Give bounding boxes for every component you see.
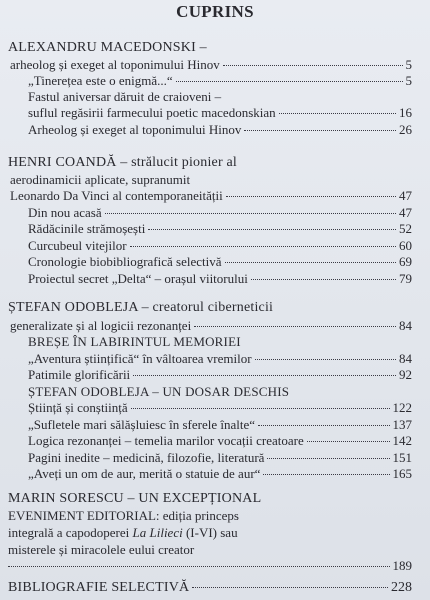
- toc-entry-label: „Aveți un om de aur, merită o statuie de aur“: [28, 466, 261, 481]
- page-number: 26: [399, 122, 412, 137]
- toc-entry[interactable]: [28, 417, 412, 432]
- section-subtitle: aerodinamicii aplicate, supranumit: [10, 172, 191, 187]
- page-number: 84: [399, 318, 412, 333]
- toc-entry[interactable]: [28, 254, 412, 269]
- page-number: 16: [399, 105, 412, 120]
- page-number: 60: [399, 238, 412, 253]
- dot-leader: [223, 65, 403, 66]
- toc-entry-label: Rădăcinile strămoșești: [28, 221, 146, 236]
- toc-entry-label: arheolog și exeget al toponimului Hinov: [10, 57, 220, 72]
- dot-leader: [226, 196, 396, 197]
- dot-leader: [307, 441, 390, 442]
- dot-leader: [192, 587, 388, 588]
- page-number: 69: [399, 254, 412, 269]
- toc-entry-label: Proiectul secret „Delta“ – orașul viitorului: [28, 271, 248, 286]
- dot-leader: [8, 566, 390, 567]
- toc-entry[interactable]: [28, 433, 412, 448]
- toc-entry[interactable]: [28, 122, 412, 137]
- section-heading-macedonski: ALEXANDRU MACEDONSKI –: [8, 40, 207, 55]
- dot-leader: [133, 375, 396, 376]
- toc-entry[interactable]: [28, 105, 412, 120]
- page-number: 47: [399, 188, 412, 203]
- toc-entry[interactable]: [28, 238, 412, 253]
- dot-leader: [131, 408, 390, 409]
- toc-entry[interactable]: [28, 205, 412, 220]
- toc-entry[interactable]: [28, 466, 412, 481]
- page-number: 142: [392, 433, 412, 448]
- dot-leader: [130, 246, 396, 247]
- toc-entry-label: Patimile glorificării: [28, 367, 131, 382]
- dot-leader: [176, 81, 403, 82]
- bibliography-heading: BIBLIOGRAFIE SELECTIVĂ: [8, 580, 190, 595]
- page-number: 122: [392, 400, 412, 415]
- toc-entry-label: Logica rezonanței – temelia marilor vocații creatoare: [28, 433, 304, 448]
- page-number: 52: [399, 221, 412, 236]
- page-number: 151: [392, 450, 412, 465]
- dot-leader: [255, 359, 396, 360]
- toc-entry-label: Leonardo Da Vinci al contemporaneității: [10, 188, 223, 203]
- toc-entry-label: Arheolog și exeget al toponimului Hinov: [28, 122, 242, 137]
- page-number: 5: [405, 73, 412, 88]
- dot-leader: [148, 229, 396, 230]
- dot-leader: [267, 458, 389, 459]
- page-number: 5: [405, 57, 412, 72]
- subtitle-text: integrală a capodoperei: [8, 525, 133, 540]
- toc-entry-label: suflul regăsirii farmecului poetic macedonskian: [28, 105, 276, 120]
- section-heading-odobleja: ȘTEFAN ODOBLEJA – creatorul ciberneticii: [8, 300, 274, 315]
- toc-entry[interactable]: [28, 367, 412, 382]
- toc-entry-label: generalizate și al logicii rezonanței: [10, 318, 192, 333]
- book-title: La Lilieci: [132, 525, 183, 540]
- section-subtitle: [8, 525, 238, 540]
- toc-entry[interactable]: [28, 400, 412, 415]
- toc-entry-label: Curcubeul vitejilor: [28, 238, 127, 253]
- toc-entry[interactable]: [10, 188, 412, 203]
- toc-entry[interactable]: [28, 351, 412, 366]
- toc-entry-label: „Sufletele mari sălășluiesc în sferele înalte“: [28, 417, 256, 432]
- toc-entry[interactable]: [8, 558, 412, 573]
- toc-entry[interactable]: [28, 221, 412, 236]
- section-heading-coanda: HENRI COANDĂ – strălucit pionier al: [8, 155, 238, 170]
- page-number: 47: [399, 205, 412, 220]
- page-number: 189: [392, 558, 412, 573]
- toc-entry-label: „Tinerețea este o enigmă...“: [28, 73, 173, 88]
- toc-entry-label: Din nou acasă: [28, 205, 102, 220]
- subsection-heading: ȘTEFAN ODOBLEJA – UN DOSAR DESCHIS: [28, 384, 290, 399]
- toc-entry-label: „Aventura științifică“ în vâltoarea vremilor: [28, 351, 252, 366]
- toc-entry[interactable]: [28, 271, 412, 286]
- page-number: 165: [392, 466, 412, 481]
- page-number: 92: [399, 367, 412, 382]
- dot-leader: [105, 213, 396, 214]
- page-number: 79: [399, 271, 412, 286]
- dot-leader: [263, 474, 389, 475]
- toc-entry-label: Cronologie biobibliografică selectivă: [28, 254, 222, 269]
- section-subtitle: EVENIMENT EDITORIAL: ediția princeps: [8, 508, 239, 523]
- toc-entry-label: Știință și conștiință: [28, 400, 128, 415]
- section-heading-sorescu: MARIN SORESCU – UN EXCEPȚIONAL: [8, 491, 262, 506]
- subtitle-text: (I-VI) sau: [182, 525, 238, 540]
- dot-leader: [225, 262, 397, 263]
- subsection-heading: BREȘE ÎN LABIRINTUL MEMORIEI: [28, 334, 241, 349]
- toc-entry[interactable]: [28, 73, 412, 88]
- toc-entry-label: Pagini inedite – medicină, filozofie, literatură: [28, 450, 265, 465]
- dot-leader: [194, 326, 396, 327]
- toc-entry[interactable]: [10, 318, 412, 333]
- dot-leader: [244, 130, 396, 131]
- dot-leader: [258, 425, 389, 426]
- section-subtitle: misterele și miracolele eului creator: [8, 542, 195, 557]
- page-title: CUPRINS: [176, 2, 254, 21]
- dot-leader: [251, 279, 396, 280]
- toc-entry[interactable]: [10, 57, 412, 72]
- page-number: 137: [392, 417, 412, 432]
- toc-entry[interactable]: [28, 450, 412, 465]
- dot-leader: [279, 113, 396, 114]
- toc-entry[interactable]: [8, 580, 412, 595]
- page-number: 228: [391, 580, 412, 595]
- page-number: 84: [399, 351, 412, 366]
- toc-entry-label: Fastul aniversar dăruit de craioveni –: [28, 89, 222, 104]
